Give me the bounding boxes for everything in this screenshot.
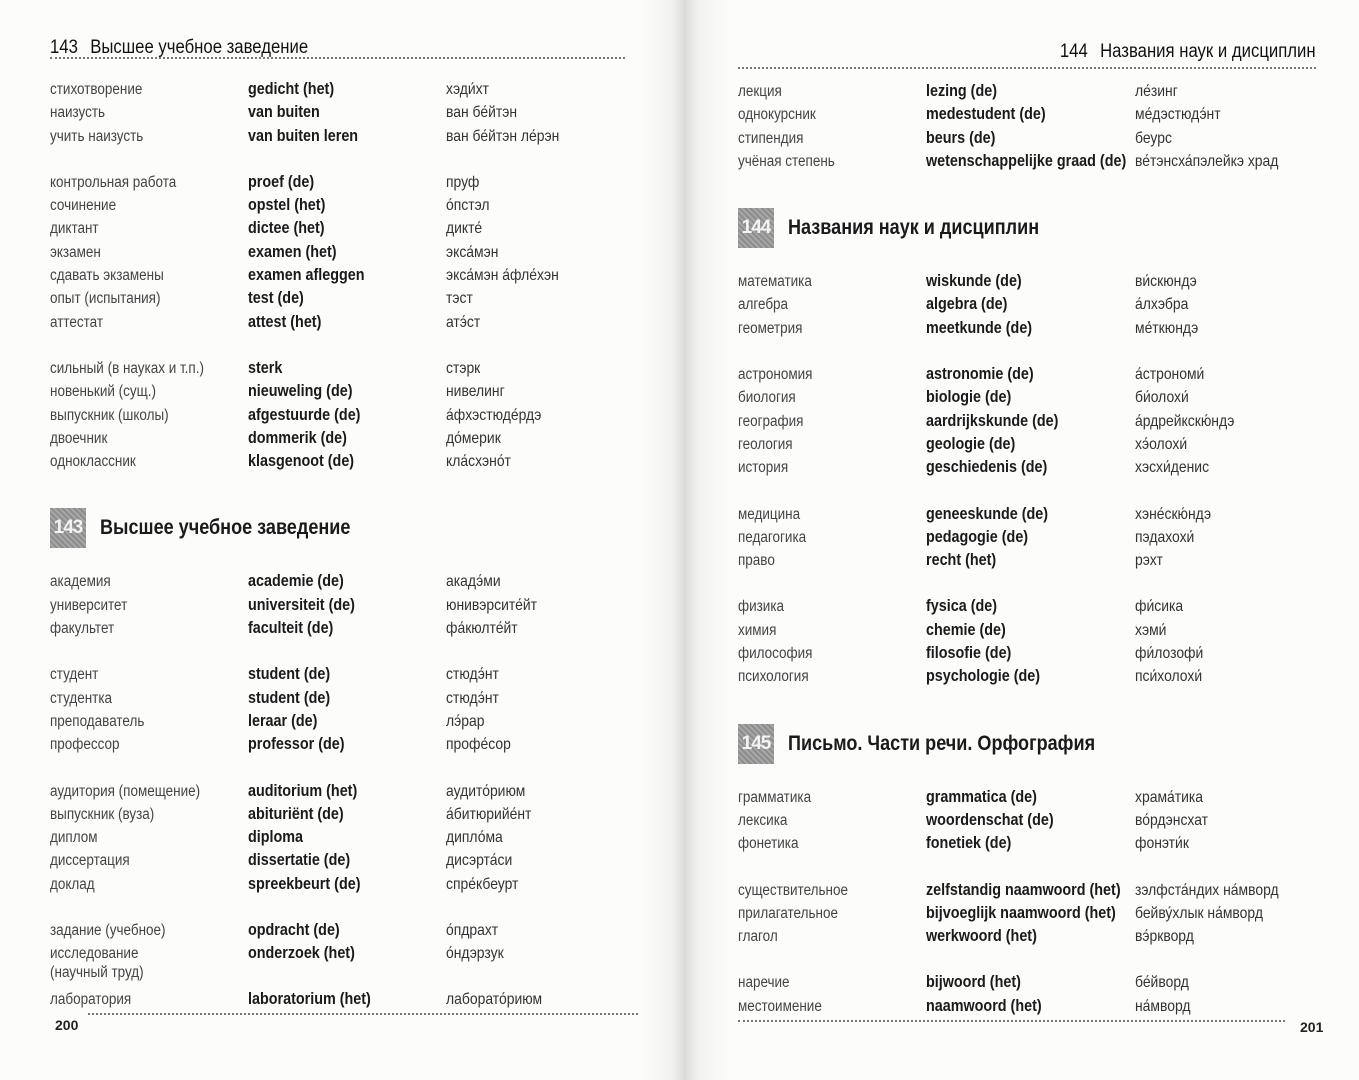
transcription: юнивэрсите́йт (446, 596, 537, 614)
russian-word: выпускник (школы) (50, 406, 169, 424)
dutch-word: student (de) (248, 665, 331, 684)
vocabulary-entry (50, 851, 640, 874)
vocabulary-entry (738, 973, 1318, 996)
vocabulary-entry (738, 644, 1318, 667)
vocabulary-entry (738, 997, 1318, 1020)
vocabulary-entry (50, 572, 640, 595)
dutch-word: universiteit (de) (248, 595, 355, 614)
vocabulary-entry (50, 266, 640, 289)
vocabulary-entry (50, 127, 640, 150)
vocabulary-entry (50, 921, 640, 944)
section-heading (50, 507, 640, 549)
vocabulary-entry (50, 313, 640, 336)
vocabulary-entry (50, 196, 640, 219)
vocabulary-content (50, 80, 640, 1014)
dutch-word: medestudent (de) (926, 105, 1046, 124)
dutch-word: auditorium (het) (248, 781, 358, 800)
entry-group (50, 80, 640, 150)
dutch-word: wiskunde (de) (926, 272, 1022, 291)
transcription: хэми́ (1135, 621, 1167, 639)
dutch-word: lezing (de) (926, 82, 997, 100)
dutch-word: geologie (de) (926, 434, 1016, 453)
dutch-word: fonetiek (de) (926, 834, 1012, 853)
transcription: на́мворд (1135, 997, 1191, 1015)
dutch-word: astronomie (de) (926, 365, 1034, 384)
transcription: ме́ткюндэ (1135, 319, 1199, 337)
entry-group (738, 272, 1318, 342)
entry-group (738, 973, 1318, 1020)
dutch-word: nieuweling (de) (248, 382, 353, 401)
vocabulary-entry (50, 665, 640, 688)
transcription: рэхт (1135, 552, 1163, 570)
transcription: ме́дэстюдэ́нт (1135, 106, 1221, 124)
russian-word: сочинение (50, 197, 117, 215)
transcription: аудито́риюм (446, 782, 526, 800)
transcription: пруф (446, 173, 480, 191)
transcription: во́рдэнсхат (1135, 811, 1209, 829)
dutch-word: geschiedenis (de) (926, 458, 1048, 477)
russian-word: физика (738, 598, 785, 616)
dutch-word: examen afleggen (248, 266, 365, 285)
entry-group (738, 881, 1318, 951)
dutch-word: spreekbeurt (de) (248, 874, 361, 893)
vocabulary-entry (50, 289, 640, 312)
russian-word: опыт (испытания) (50, 290, 161, 308)
dutch-word: van buiten leren (248, 126, 359, 145)
vocabulary-entry (50, 712, 640, 735)
russian-word: университет (50, 596, 128, 614)
transcription: бейву́хлык на́мворд (1135, 904, 1263, 922)
dutch-word: grammatica (de) (926, 787, 1037, 806)
russian-word: существительное (738, 881, 848, 899)
vocabulary-entry (50, 173, 640, 196)
russian-word: география (738, 412, 804, 430)
running-header (1060, 41, 1316, 63)
russian-word: лексика (738, 811, 788, 829)
page-number: 201 (1300, 1019, 1324, 1035)
vocabulary-entry (738, 927, 1318, 950)
entry-group (50, 359, 640, 475)
book-gutter (640, 0, 730, 1080)
footer-rule (88, 1013, 638, 1015)
section-heading (738, 723, 1318, 765)
transcription: нивелинг (446, 383, 505, 401)
vocabulary-entry (738, 272, 1318, 295)
dutch-word: opstel (het) (248, 196, 326, 215)
transcription: до́мерик (446, 429, 501, 447)
vocabulary-entry (50, 219, 640, 242)
russian-word: сдавать экзамены (50, 267, 164, 285)
section-number-badge: 145 (738, 724, 774, 764)
russian-word: философия (738, 645, 813, 663)
dutch-word: naamwoord (het) (926, 996, 1042, 1015)
russian-word: глагол (738, 928, 778, 946)
vocabulary-entry (738, 904, 1318, 927)
transcription: а́фхэстюде́рдэ (446, 406, 542, 424)
dutch-word: academie (de) (248, 572, 344, 591)
entry-group (738, 365, 1318, 481)
dutch-word: diploma (248, 828, 304, 847)
page-number: 200 (55, 1017, 79, 1033)
header-rule (738, 67, 1316, 69)
vocabulary-entry (738, 811, 1318, 834)
section-title: Высшее учебное заведение (100, 516, 351, 540)
vocabulary-entry (738, 621, 1318, 644)
entry-group (50, 782, 640, 898)
section-number-badge: 144 (738, 208, 774, 248)
russian-word: наизусть (50, 104, 106, 122)
russian-word: учить наизусть (50, 127, 144, 145)
russian-word: лекция (738, 83, 782, 100)
dutch-word: wetenschappelijke graad (de) (926, 151, 1127, 170)
dutch-word: recht (het) (926, 551, 997, 570)
vocabulary-entry (50, 429, 640, 452)
transcription: атэ́ст (446, 313, 481, 331)
transcription: зэлфста́ндих на́мворд (1135, 881, 1279, 899)
transcription: ван бе́йтэн ле́рэн (446, 127, 560, 145)
dutch-word: afgestuurde (de) (248, 405, 361, 424)
entry-group (50, 572, 640, 642)
transcription: стюдэ́нт (446, 666, 499, 684)
russian-word: биология (738, 389, 796, 407)
russian-word: студент (50, 666, 99, 684)
transcription: а́битюрийе́нт (446, 805, 532, 823)
vocabulary-entry (50, 243, 640, 266)
dutch-word: geneeskunde (de) (926, 504, 1049, 523)
transcription: ви́скюндэ (1135, 273, 1197, 291)
russian-word: грамматика (738, 788, 812, 806)
dutch-word: onderzoek (het) (248, 944, 355, 963)
transcription: акадэ́ми (446, 573, 501, 591)
russian-word: диссертация (50, 852, 130, 870)
vocabulary-entry (738, 788, 1318, 811)
vocabulary-entry (738, 388, 1318, 411)
russian-word: новенький (сущ.) (50, 383, 156, 401)
dutch-word: filosofie (de) (926, 644, 1012, 663)
dutch-word: laboratorium (het) (248, 990, 371, 1009)
transcription: бе́йворд (1135, 974, 1189, 992)
transcription: фа́кюлте́йт (446, 620, 518, 638)
transcription: хэ́олохи́ (1135, 435, 1188, 453)
dutch-word: klasgenoot (de) (248, 452, 355, 471)
vocabulary-entry (738, 881, 1318, 904)
russian-word: алгебра (738, 296, 789, 314)
transcription: лаборато́риюм (446, 991, 543, 1009)
dutch-word: algebra (de) (926, 295, 1008, 314)
russian-word: однокурсник (738, 106, 816, 124)
section-heading (738, 207, 1318, 249)
russian-word: стипендия (738, 129, 804, 147)
russian-word: аттестат (50, 313, 104, 331)
left-page (50, 0, 640, 1080)
russian-word: наречие (738, 974, 790, 992)
transcription: дисэрта́си (446, 852, 513, 870)
dutch-word: faculteit (de) (248, 619, 334, 638)
russian-word: исследование (научный труд) (50, 945, 144, 982)
russian-word: астрономия (738, 366, 813, 384)
russian-word: двоечник (50, 429, 108, 447)
dutch-word: examen (het) (248, 242, 337, 261)
dutch-word: dictee (het) (248, 219, 325, 238)
vocabulary-entry (50, 103, 640, 126)
transcription: фонэти́к (1135, 835, 1189, 853)
dutch-word: biologie (de) (926, 388, 1012, 407)
transcription: стюдэ́нт (446, 689, 499, 707)
vocabulary-entry (738, 412, 1318, 435)
transcription: дикте́ (446, 220, 483, 238)
dutch-word: leraar (de) (248, 711, 318, 730)
russian-word: местоимение (738, 997, 822, 1015)
dutch-word: bijwoord (het) (926, 973, 1021, 992)
russian-word: право (738, 552, 775, 570)
transcription: хэне́скю́ндэ (1135, 505, 1212, 523)
transcription: пси́холохи́ (1135, 668, 1203, 686)
dutch-word: meetkunde (de) (926, 318, 1033, 337)
vocabulary-entry (738, 152, 1318, 175)
vocabulary-entry (50, 596, 640, 619)
vocabulary-entry (50, 782, 640, 805)
russian-word: одноклассник (50, 453, 136, 471)
russian-word: выпускник (вуза) (50, 805, 155, 823)
dutch-word: attest (het) (248, 312, 322, 331)
transcription: би́олохи́ (1135, 389, 1189, 407)
section-number-badge: 143 (50, 508, 86, 548)
russian-word: психология (738, 668, 809, 686)
transcription: ле́зинг (1135, 83, 1178, 100)
russian-word: аудитория (помещение) (50, 782, 201, 800)
russian-word: стихотворение (50, 81, 143, 98)
russian-word: история (738, 459, 789, 477)
section-title: Письмо. Части речи. Орфография (788, 731, 1096, 755)
dutch-word: werkwoord (het) (926, 927, 1037, 946)
entry-group (50, 173, 640, 336)
russian-word: преподаватель (50, 712, 145, 730)
dutch-word: chemie (de) (926, 620, 1006, 639)
entry-group (738, 597, 1318, 690)
transcription: о́ндэрзук (446, 945, 504, 963)
transcription: хэди́хт (446, 81, 489, 98)
transcription: а́строноми́ (1135, 366, 1205, 384)
russian-word: диктант (50, 220, 99, 238)
vocabulary-entry (50, 828, 640, 851)
entry-group (50, 921, 640, 1014)
dutch-word: bijvoeglijk naamwoord (het) (926, 903, 1116, 922)
vocabulary-entry (738, 551, 1318, 574)
dutch-word: dissertatie (de) (248, 851, 351, 870)
vocabulary-entry (50, 382, 640, 405)
dutch-word: dommerik (de) (248, 428, 347, 447)
transcription: фи́сика (1135, 598, 1184, 616)
vocabulary-entry (738, 365, 1318, 388)
vocabulary-entry (50, 990, 640, 1013)
entry-group (738, 788, 1318, 858)
vocabulary-entry (50, 406, 640, 429)
transcription: фи́лозофи́ (1135, 645, 1204, 663)
dutch-word: pedagogie (de) (926, 527, 1029, 546)
russian-word: прилагательное (738, 904, 838, 922)
right-page (738, 0, 1324, 1080)
vocabulary-entry (738, 105, 1318, 128)
entry-group (738, 505, 1318, 575)
transcription: ван бе́йтэн (446, 104, 518, 122)
transcription: о́пдрахт (446, 922, 499, 940)
vocabulary-entry (738, 82, 1318, 105)
entry-group (50, 665, 640, 758)
russian-word: педагогика (738, 528, 807, 546)
running-header-title: Названия наук и дисциплин (1100, 41, 1316, 62)
dutch-word: van buiten (248, 103, 320, 122)
transcription: стэрк (446, 359, 481, 377)
russian-word: медицина (738, 505, 801, 523)
russian-word: математика (738, 273, 812, 291)
russian-word: студентка (50, 689, 113, 707)
transcription: хэсхи́денис (1135, 459, 1210, 477)
vocabulary-entry (50, 689, 640, 712)
dutch-word: professor (de) (248, 735, 345, 754)
russian-word: контрольная работа (50, 173, 177, 191)
transcription: вэ́ркворд (1135, 928, 1194, 946)
vocabulary-entry (738, 435, 1318, 458)
transcription: экса́мэн а́фле́хэн (446, 267, 559, 285)
entry-group (738, 82, 1318, 175)
dutch-word: test (de) (248, 289, 304, 308)
dutch-word: opdracht (de) (248, 921, 340, 940)
transcription: спре́кбеурт (446, 875, 519, 893)
transcription: тэст (446, 290, 473, 308)
vocabulary-entry (50, 875, 640, 898)
vocabulary-entry (738, 528, 1318, 551)
vocabulary-entry (738, 295, 1318, 318)
dutch-word: woordenschat (de) (926, 810, 1054, 829)
russian-word: лаборатория (50, 991, 132, 1009)
dutch-word: gedicht (het) (248, 80, 335, 98)
running-header (50, 37, 308, 59)
transcription: храма́тика (1135, 788, 1204, 806)
vocabulary-entry (50, 359, 640, 382)
transcription: ве́тэнсха́пэлейкэ храд (1135, 152, 1279, 170)
vocabulary-entry (50, 805, 640, 828)
running-header-title: Высшее учебное заведение (90, 37, 309, 58)
russian-word: химия (738, 621, 777, 639)
running-header-number: 143 (50, 37, 78, 58)
transcription: а́лхэбра (1135, 296, 1189, 314)
dutch-word: student (de) (248, 688, 331, 707)
dutch-word: beurs (de) (926, 128, 996, 147)
vocabulary-entry (50, 80, 640, 103)
dutch-word: abituriënt (de) (248, 804, 344, 823)
vocabulary-entry (738, 319, 1318, 342)
russian-word: сильный (в науках и т.п.) (50, 359, 204, 377)
vocabulary-entry (738, 129, 1318, 152)
dutch-word: fysica (de) (926, 597, 998, 616)
transcription: о́пстэл (446, 197, 490, 215)
dutch-word: sterk (248, 358, 283, 377)
russian-word: учёная степень (738, 152, 835, 170)
russian-word: задание (учебное) (50, 922, 166, 940)
vocabulary-entry (738, 597, 1318, 620)
dutch-word: proef (de) (248, 172, 315, 191)
transcription: кла́схэно́т (446, 453, 511, 471)
russian-word: геология (738, 435, 793, 453)
vocabulary-entry (738, 667, 1318, 690)
vocabulary-entry (50, 944, 640, 990)
transcription: профе́сор (446, 736, 511, 754)
russian-word: академия (50, 573, 111, 591)
vocabulary-entry (50, 735, 640, 758)
vocabulary-entry (738, 834, 1318, 857)
vocabulary-entry (50, 619, 640, 642)
russian-word: фонетика (738, 835, 799, 853)
vocabulary-content (738, 82, 1318, 1020)
dutch-word: psychologie (de) (926, 667, 1041, 686)
transcription: беурс (1135, 129, 1172, 147)
transcription: лэ́рар (446, 712, 485, 730)
russian-word: факультет (50, 620, 115, 638)
vocabulary-entry (738, 505, 1318, 528)
dutch-word: aardrijkskunde (de) (926, 411, 1059, 430)
vocabulary-entry (50, 452, 640, 475)
transcription: дипло́ма (446, 829, 503, 847)
header-rule (50, 57, 625, 59)
transcription: экса́мэн (446, 243, 499, 261)
section-title: Названия наук и дисциплин (788, 216, 1040, 240)
transcription: пэдахохи́ (1135, 528, 1195, 546)
running-header-number: 144 (1060, 41, 1089, 62)
dutch-word: zelfstandig naamwoord (het) (926, 880, 1121, 899)
russian-word: геометрия (738, 319, 803, 337)
russian-word: экзамен (50, 243, 101, 261)
footer-rule (738, 1020, 1285, 1022)
transcription: а́рдрейкскю́ндэ (1135, 412, 1235, 430)
russian-word: доклад (50, 875, 95, 893)
russian-word: диплом (50, 829, 98, 847)
russian-word: профессор (50, 736, 120, 754)
vocabulary-entry (738, 458, 1318, 481)
